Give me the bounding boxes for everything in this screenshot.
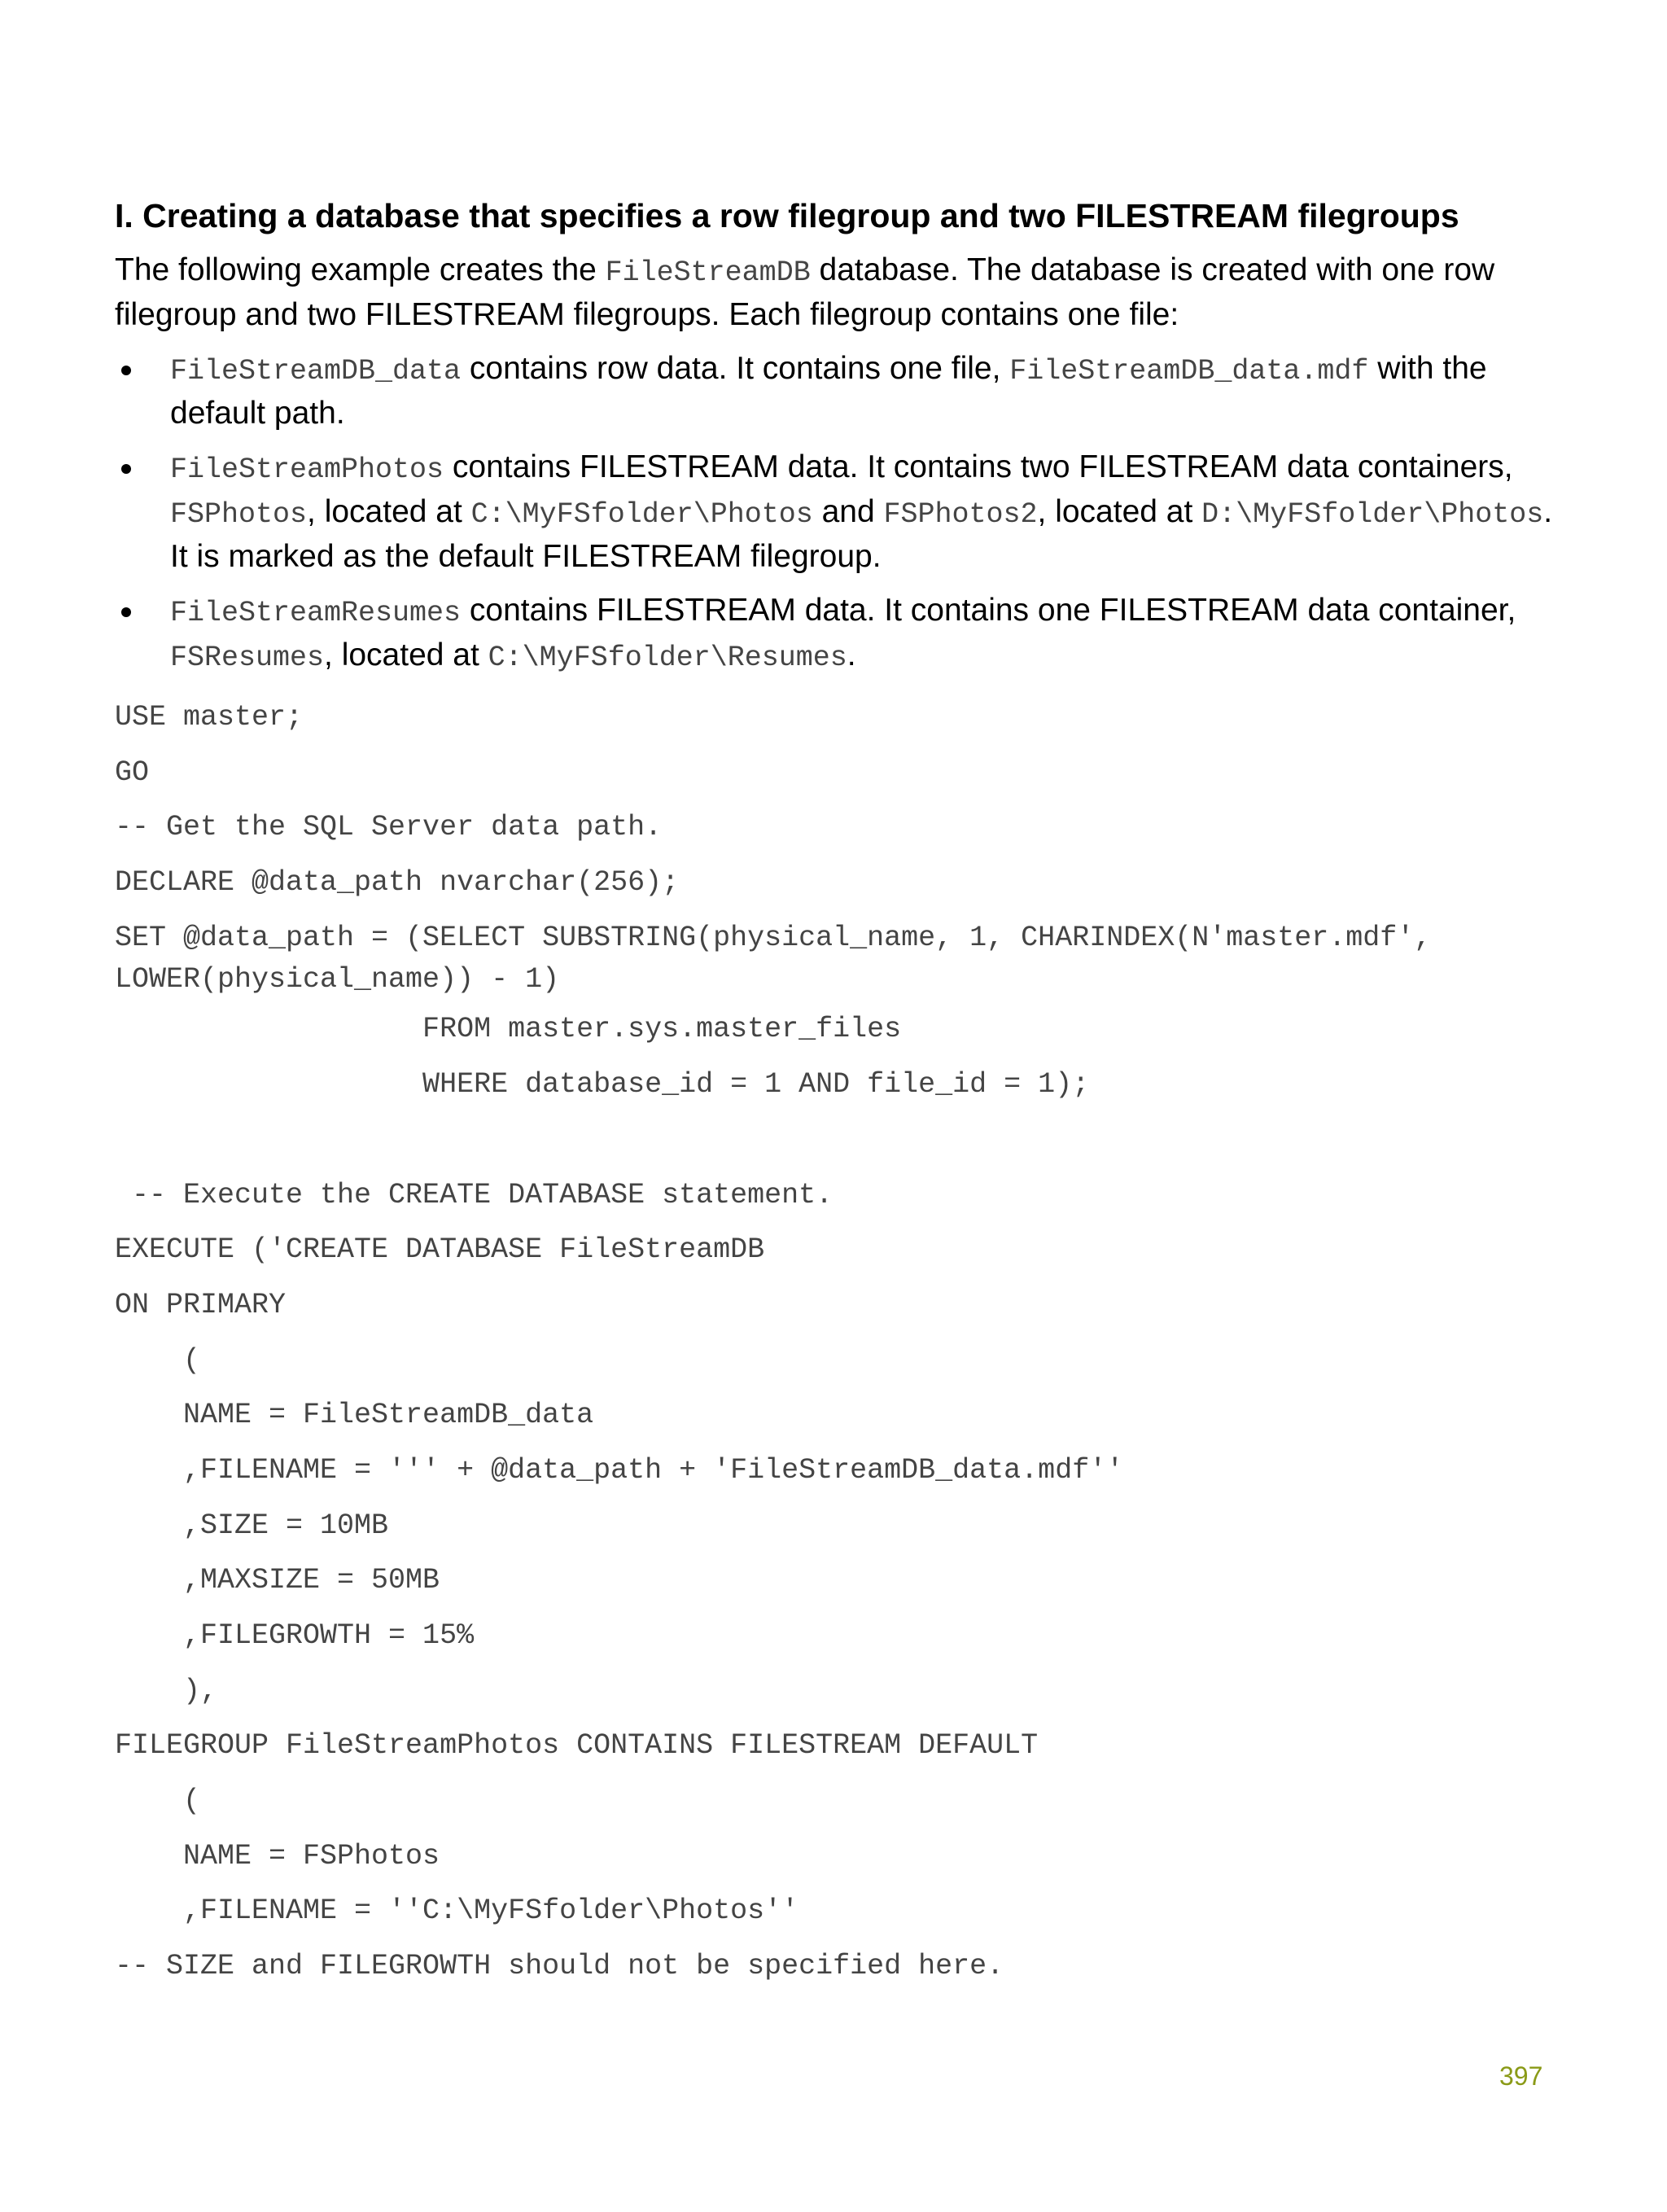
bullet-inline-code: FileStreamResumes: [170, 597, 462, 629]
bullet-item: [115, 446, 1555, 578]
bullet-inline-code: FSResumes: [170, 642, 325, 674]
bullet-text: contains row data. It contains one file,: [461, 351, 1010, 386]
code-line: ,FILEGROWTH = 15%: [115, 1619, 475, 1652]
bullet-inline-code: C:\MyFSfolder\Resumes: [488, 642, 847, 674]
bullet-text: . It is marked as the default FILESTREAM filegroup.: [170, 494, 1553, 574]
code-line: ,FILENAME = ''C:\MyFSfolder\Photos'': [115, 1894, 799, 1928]
bullet-item: [115, 348, 1555, 435]
code-line: FROM master.sys.master_files: [115, 1013, 902, 1046]
code-line: NAME = FileStreamDB_data: [115, 1399, 594, 1432]
filegroup-bullet-list: [115, 348, 1555, 679]
bullet-text: , located at: [307, 494, 471, 529]
bullet-dot-icon: [121, 464, 131, 474]
bullet-inline-code: FileStreamPhotos: [170, 453, 444, 486]
code-line: GO: [115, 756, 150, 789]
intro-text-after: database. The database is created with one row filegroup and two FILESTREAM filegroups. Each filegroup contains one file:: [115, 252, 1495, 332]
bullet-inline-code: FileStreamDB_data: [170, 355, 462, 388]
document-page: [115, 192, 1555, 1995]
intro-code-database: FileStreamDB: [605, 256, 811, 289]
bullet-dot-icon: [121, 607, 131, 617]
code-line: ,FILENAME = ''' + @data_path + 'FileStreamDB_data.mdf'': [115, 1453, 1124, 1487]
bullet-item: [115, 589, 1555, 679]
code-line: -- Get the SQL Server data path.: [115, 811, 663, 844]
section-heading: I. Creating a database that specifies a row filegroup and two FILESTREAM filegroups: [115, 197, 1459, 234]
code-line: ),: [115, 1674, 218, 1707]
bullet-text: , located at: [1037, 494, 1202, 529]
bullet-text: contains FILESTREAM data. It contains one FILESTREAM data container,: [461, 593, 1516, 628]
code-line: (: [115, 1343, 201, 1377]
code-line: EXECUTE ('CREATE DATABASE FileStreamDB: [115, 1233, 765, 1267]
code-line: ,SIZE = 10MB: [115, 1509, 389, 1542]
intro-paragraph: [115, 249, 1555, 336]
code-line: USE master;: [115, 701, 304, 734]
sql-code-block: [115, 690, 1555, 1995]
bullet-text: with the default path.: [170, 351, 1487, 431]
code-line: -- SIZE and FILEGROWTH should not be specified here.: [115, 1950, 1004, 1983]
page-number: 397: [1499, 2061, 1543, 2091]
code-line: ON PRIMARY: [115, 1288, 287, 1321]
bullet-inline-code: D:\MyFSfolder\Photos: [1201, 498, 1544, 531]
code-line: NAME = FSPhotos: [115, 1839, 440, 1873]
code-line: ,MAXSIZE = 50MB: [115, 1564, 440, 1597]
code-line: SET @data_path = (SELECT SUBSTRING(physical_name, 1, CHARINDEX(N'master.mdf',: [115, 921, 1432, 954]
bullet-inline-code: FSPhotos2: [883, 498, 1038, 531]
intro-text-before: The following example creates the: [115, 252, 606, 287]
code-line: [115, 1113, 1555, 1168]
bullet-dot-icon: [121, 366, 131, 375]
code-line: FILEGROUP FileStreamPhotos CONTAINS FILESTREAM DEFAULT: [115, 1729, 1039, 1763]
code-line: DECLARE @data_path nvarchar(256);: [115, 866, 680, 900]
code-line: -- Execute the CREATE DATABASE statement.: [115, 1178, 834, 1211]
bullet-text: .: [847, 637, 856, 672]
bullet-text: and: [812, 494, 884, 529]
bullet-inline-code: FSPhotos: [170, 498, 308, 531]
code-line: LOWER(physical_name)) - 1): [115, 963, 560, 996]
bullet-inline-code: C:\MyFSfolder\Photos: [470, 498, 813, 531]
bullet-text: , located at: [324, 637, 488, 672]
code-line: WHERE database_id = 1 AND file_id = 1);: [115, 1068, 1090, 1102]
bullet-inline-code: FileStreamDB_data.mdf: [1009, 355, 1369, 388]
code-line: (: [115, 1785, 201, 1818]
bullet-text: contains FILESTREAM data. It contains two FILESTREAM data containers,: [444, 449, 1513, 484]
